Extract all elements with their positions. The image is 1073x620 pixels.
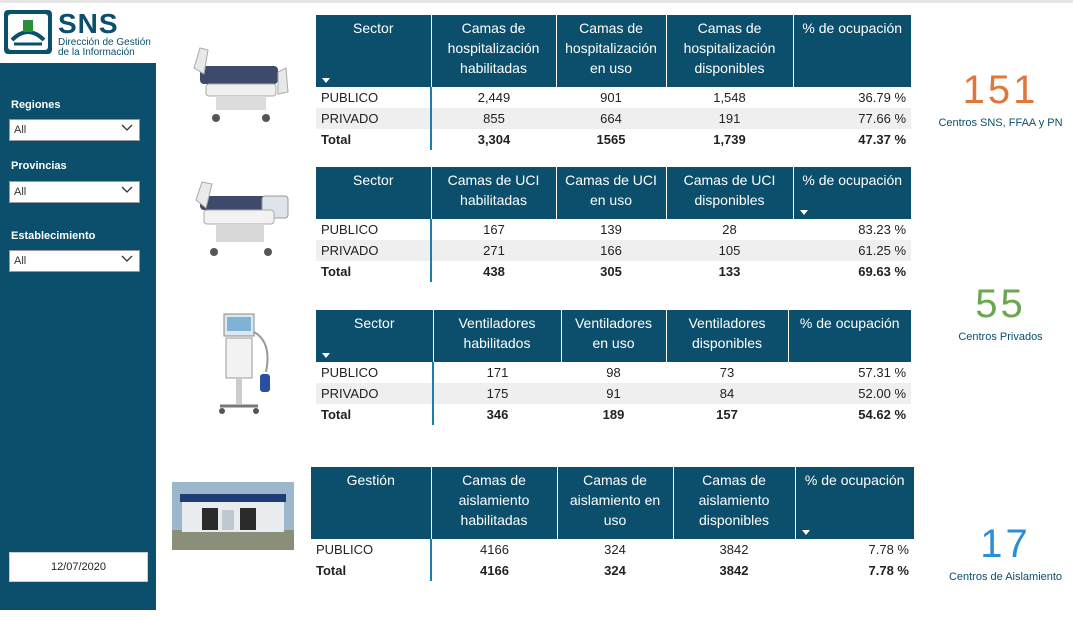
table-row: [316, 383, 911, 404]
column-header[interactable]: [316, 15, 431, 87]
total-row: [316, 261, 911, 282]
sector-cell: PUBLICO: [316, 219, 431, 240]
header-label: Sector: [353, 20, 394, 36]
table-cell: 4166: [480, 542, 509, 557]
table-cell: 57.31 %: [858, 365, 906, 380]
hospitalization-beds-table: [316, 15, 911, 150]
isolation-unit-image: [172, 482, 294, 550]
table-cell: 83.23 %: [858, 222, 906, 237]
total-cell: 1565: [596, 132, 626, 147]
sort-down-icon[interactable]: [322, 78, 330, 83]
table-cell: 7.78 %: [868, 542, 909, 557]
table-cell: 1,548: [713, 90, 746, 105]
table-cell: 175: [433, 383, 561, 404]
column-header[interactable]: Sector: [316, 167, 431, 219]
provincias-dropdown[interactable]: [9, 181, 140, 203]
column-header[interactable]: [316, 310, 433, 362]
table-cell: 324: [604, 542, 626, 557]
table-cell: 139: [600, 222, 622, 237]
filter-sidebar: [0, 63, 156, 610]
kpi-value: 55: [975, 282, 1026, 326]
table-row: [316, 240, 911, 261]
table-cell: 855: [431, 108, 556, 129]
logo-subtitle-line1: Dirección de Gestión: [58, 37, 151, 48]
column-header[interactable]: Camas de UCI disponibles: [666, 167, 793, 219]
table-cell: 167: [483, 222, 505, 237]
ventilators-table: [316, 310, 911, 425]
chevron-down-icon: [121, 253, 133, 265]
column-header[interactable]: Camas de hospitalización en uso: [556, 15, 666, 87]
table-cell: 171: [486, 365, 509, 380]
column-header[interactable]: Camas de aislamiento en uso: [557, 467, 673, 539]
kpi-label: Centros Privados: [958, 331, 1043, 343]
sector-cell: PRIVADO: [316, 240, 431, 261]
sort-down-icon[interactable]: [322, 353, 330, 358]
regiones-label: Regiones: [11, 99, 61, 111]
logo-title: SNS: [58, 8, 119, 39]
total-row: [311, 560, 914, 581]
chevron-down-icon: [121, 122, 133, 134]
kpi-label: Centros SNS, FFAA y PN: [938, 117, 1063, 129]
establecimiento-label: Establecimiento: [11, 230, 96, 242]
kpi-value: 151: [962, 68, 1039, 112]
total-label: Total: [316, 404, 433, 425]
total-cell: 3,304: [477, 132, 511, 147]
ventilator-image: [214, 312, 278, 418]
column-header[interactable]: Ventiladores en uso: [561, 310, 666, 362]
total-cell: 346: [486, 407, 509, 422]
total-cell: 305: [600, 264, 622, 279]
column-header[interactable]: Camas de hospitalización habilitadas: [431, 15, 556, 87]
sns-logo: [4, 8, 164, 58]
table-cell: 664: [556, 108, 666, 129]
date-card: 12/07/2020: [9, 552, 148, 582]
total-label: Total: [311, 560, 431, 581]
table-cell: 901: [600, 90, 622, 105]
column-header[interactable]: Gestión: [311, 467, 431, 539]
table-cell: 191: [666, 108, 793, 129]
total-cell: 438: [483, 264, 505, 279]
establecimiento-dropdown[interactable]: [9, 250, 140, 272]
total-label: Total: [316, 129, 431, 150]
table-cell: 36.79 %: [858, 90, 906, 105]
column-header[interactable]: Ventiladores disponibles: [666, 310, 788, 362]
table-cell: 166: [556, 240, 666, 261]
table-cell: 28: [722, 222, 737, 237]
establecimiento-value: All: [14, 255, 27, 267]
total-cell: 3842: [719, 563, 749, 578]
total-label: Total: [316, 261, 431, 282]
column-header[interactable]: [793, 167, 911, 219]
hospital-bed-image: [186, 38, 294, 128]
uci-bed-image: [190, 178, 294, 262]
table-cell: 98: [606, 365, 621, 380]
total-cell: 4166: [480, 563, 509, 578]
total-cell: 133: [718, 264, 741, 279]
header-label: % de ocupación: [802, 172, 903, 188]
total-cell: 324: [604, 563, 626, 578]
top-border: [0, 0, 1073, 3]
provincias-label: Provincias: [11, 160, 67, 172]
sort-down-icon[interactable]: [802, 530, 810, 535]
table-cell: 3842: [719, 542, 749, 557]
table-row: [316, 108, 911, 129]
isolation-beds-table: [311, 467, 914, 581]
kpi-card-sns: [928, 68, 1073, 129]
kpi-value: 17: [980, 522, 1031, 566]
table-cell: 2,449: [477, 90, 511, 105]
table-row: [316, 362, 911, 383]
column-header[interactable]: Camas de UCI en uso: [556, 167, 666, 219]
sector-cell: PUBLICO: [316, 362, 433, 383]
column-header[interactable]: Camas de aislamiento habilitadas: [431, 467, 557, 539]
logo-subtitle: [58, 38, 151, 58]
table-cell: 271: [431, 240, 556, 261]
total-cell: 69.63 %: [858, 264, 906, 279]
column-header[interactable]: Camas de UCI habilitadas: [431, 167, 556, 219]
table-row: [311, 539, 914, 560]
header-label: Sector: [354, 315, 395, 331]
regiones-value: All: [14, 124, 27, 136]
table-cell: 77.66 %: [793, 108, 911, 129]
sort-down-icon[interactable]: [800, 210, 808, 215]
table-row: [316, 87, 911, 108]
table-cell: 73: [719, 365, 735, 380]
column-header[interactable]: Ventiladores habilitados: [433, 310, 561, 362]
uci-beds-table: [316, 167, 911, 282]
column-header[interactable]: [795, 467, 914, 539]
sector-cell: PUBLICO: [316, 87, 431, 108]
table-row: [316, 219, 911, 240]
column-header[interactable]: Camas de aislamiento disponibles: [673, 467, 795, 539]
column-header[interactable]: % de ocupación: [793, 15, 911, 87]
table-cell: 105: [666, 240, 793, 261]
sector-cell: PUBLICO: [311, 539, 431, 560]
total-cell: 47.37 %: [858, 132, 906, 147]
kpi-label: Centros de Aislamiento: [948, 571, 1063, 583]
table-cell: 91: [561, 383, 666, 404]
kpi-card-aislamiento: [933, 522, 1073, 583]
logo-subtitle-line2: de la Información: [58, 47, 135, 58]
total-cell: 1,739: [713, 132, 746, 147]
total-cell: 54.62 %: [858, 407, 906, 422]
total-row: [316, 404, 911, 425]
column-header[interactable]: Camas de hospitalización disponibles: [666, 15, 793, 87]
sector-cell: PRIVADO: [316, 383, 433, 404]
chevron-down-icon: [121, 184, 133, 196]
column-header[interactable]: % de ocupación: [788, 310, 911, 362]
table-cell: 84: [666, 383, 788, 404]
table-cell: 61.25 %: [793, 240, 911, 261]
provincias-value: All: [14, 186, 27, 198]
logo-emblem-icon: [4, 10, 52, 54]
total-cell: 157: [716, 407, 738, 422]
kpi-card-privados: [928, 282, 1073, 343]
table-cell: 52.00 %: [788, 383, 911, 404]
header-label: % de ocupación: [804, 472, 905, 488]
sector-cell: PRIVADO: [316, 108, 431, 129]
total-row: [316, 129, 911, 150]
total-cell: 189: [602, 407, 625, 422]
regiones-dropdown[interactable]: [9, 119, 140, 141]
total-cell: 7.78 %: [868, 563, 909, 578]
